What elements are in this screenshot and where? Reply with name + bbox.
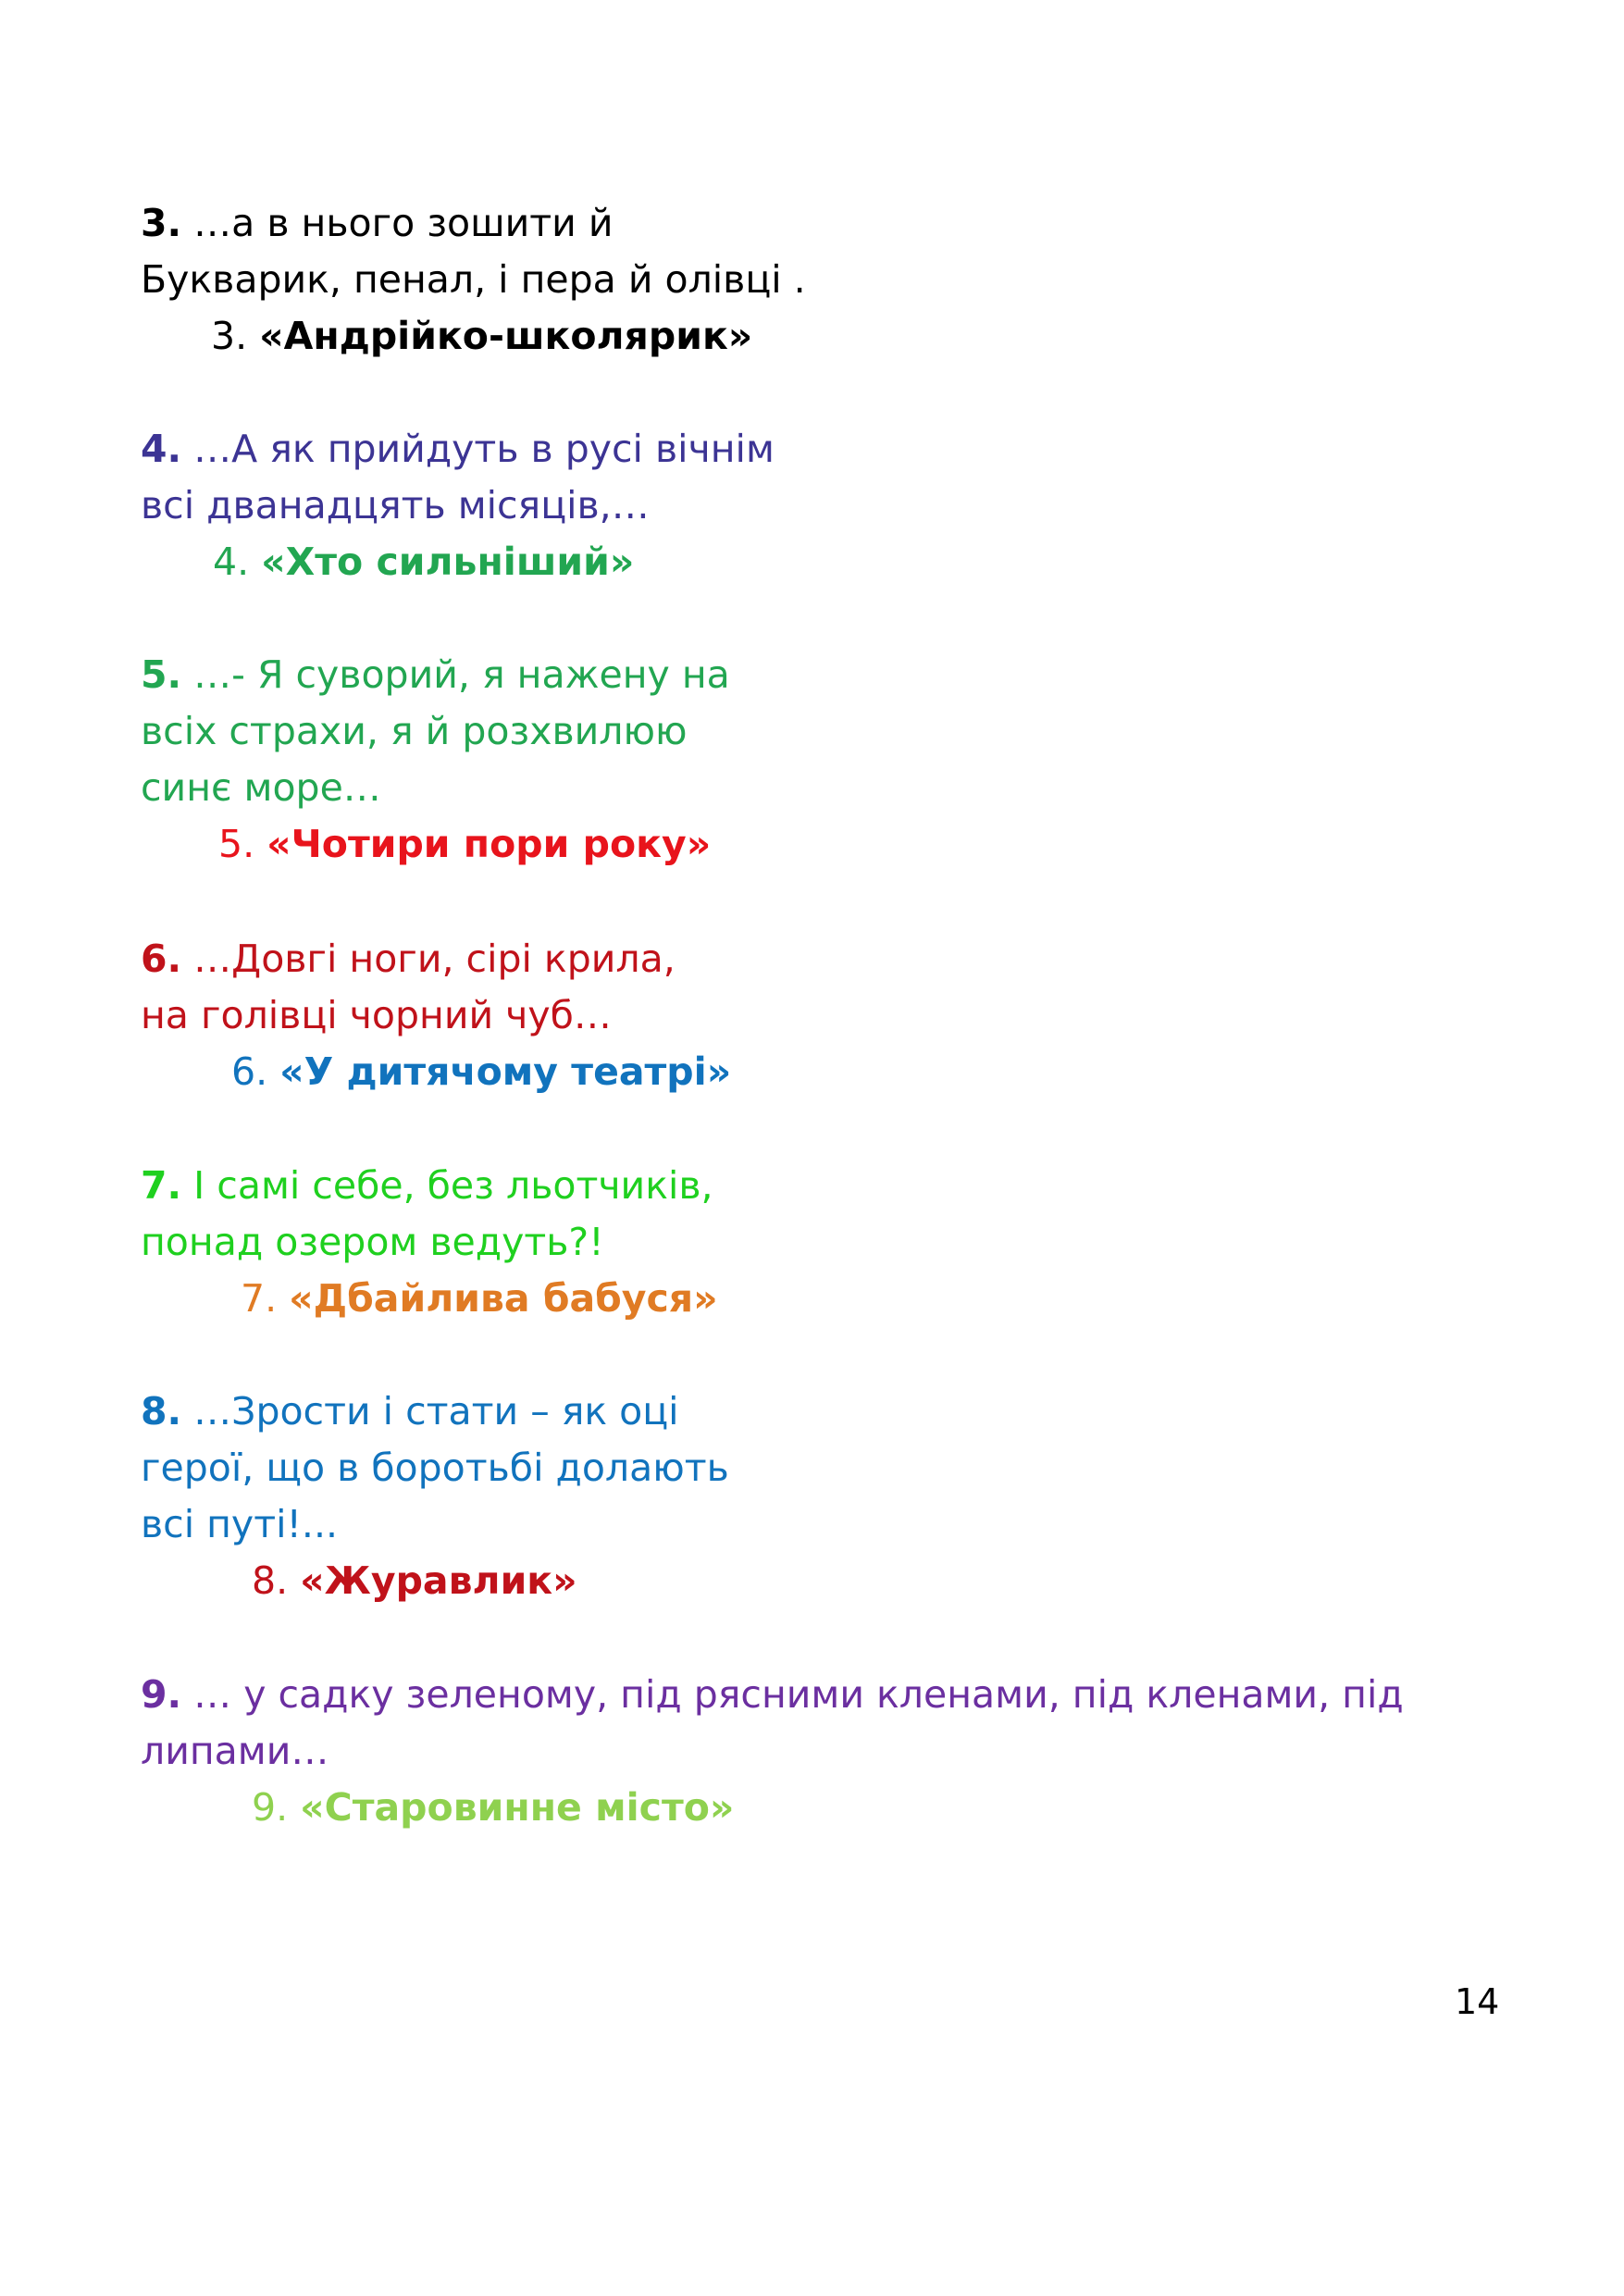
answer-title: «Хто сильніший» <box>261 540 635 584</box>
riddle-number: 9. <box>141 1672 182 1717</box>
answer-line <box>141 1271 1482 1327</box>
riddle-item-8 <box>141 1384 1482 1609</box>
answer-line <box>141 1044 1482 1100</box>
riddle-text: …а в нього зошити й <box>193 201 614 245</box>
riddle-line: Букварик, пенал, і пера й олівці . <box>141 257 806 302</box>
answer-number: 8. <box>252 1558 289 1603</box>
riddle-line: понад озером ведуть?! <box>141 1220 604 1264</box>
riddle-line: липами… <box>141 1729 329 1773</box>
riddle-text: …Довгі ноги, сірі крила, <box>193 937 676 981</box>
riddle-line: синє море… <box>141 765 381 810</box>
riddle-line <box>141 931 1482 987</box>
page-number: 14 <box>1455 1981 1500 2022</box>
answer-line <box>141 534 1482 590</box>
riddle-text: … у садку зеленому, під рясними кленами, під кленами, під <box>193 1672 1404 1717</box>
riddle-item-6 <box>141 931 1482 1100</box>
riddle-number: 7. <box>141 1163 182 1208</box>
answer-number: 5. <box>218 822 255 866</box>
answer-line <box>141 308 1482 365</box>
answer-number: 3. <box>211 314 248 358</box>
answer-title: «Дбайлива бабуся» <box>289 1276 718 1321</box>
answer-number: 9. <box>252 1785 289 1830</box>
answer-line <box>141 1780 1482 1836</box>
answer-number: 4. <box>213 540 250 584</box>
answer-line <box>141 1553 1482 1609</box>
riddle-line <box>141 1667 1482 1723</box>
riddle-item-9 <box>141 1667 1482 1836</box>
answer-title: «Чотири пори року» <box>267 822 712 866</box>
riddle-number: 8. <box>141 1389 182 1433</box>
riddle-line: на голівці чорний чуб… <box>141 993 612 1037</box>
riddle-number: 5. <box>141 652 182 697</box>
answer-title: «Журавлик» <box>300 1558 577 1603</box>
riddle-item-4 <box>141 421 1482 590</box>
riddle-line <box>141 647 1482 703</box>
riddle-line <box>141 421 1482 478</box>
answer-number: 6. <box>231 1049 268 1094</box>
riddle-text: І самі себе, без льотчиків, <box>193 1163 713 1208</box>
riddle-item-3 <box>141 195 1482 365</box>
riddle-text: …- Я суворий, я нажену на <box>193 652 730 697</box>
riddle-line: герої, що в боротьбі долають <box>141 1446 729 1490</box>
answer-title: «У дитячому театрі» <box>279 1049 732 1094</box>
riddle-line <box>141 195 1482 252</box>
riddle-line: всі дванадцять місяців,… <box>141 483 650 527</box>
riddle-number: 6. <box>141 937 182 981</box>
riddle-text: …Зрости і стати – як оці <box>193 1389 679 1433</box>
riddle-item-5 <box>141 647 1482 873</box>
riddle-line: всіх страхи, я й розхвилюю <box>141 709 688 753</box>
riddle-line <box>141 1158 1482 1214</box>
answer-title: «Старовинне місто» <box>300 1785 735 1830</box>
answer-line <box>141 816 1482 873</box>
riddle-line <box>141 1384 1482 1440</box>
answer-number: 7. <box>241 1276 278 1321</box>
riddle-number: 3. <box>141 201 182 245</box>
riddle-line: всі путі!... <box>141 1502 339 1546</box>
riddle-text: …А як прийдуть в русі вічнім <box>193 427 775 471</box>
answer-title: «Андрійко-школярик» <box>259 314 753 358</box>
riddle-number: 4. <box>141 427 182 471</box>
riddle-item-7 <box>141 1158 1482 1327</box>
